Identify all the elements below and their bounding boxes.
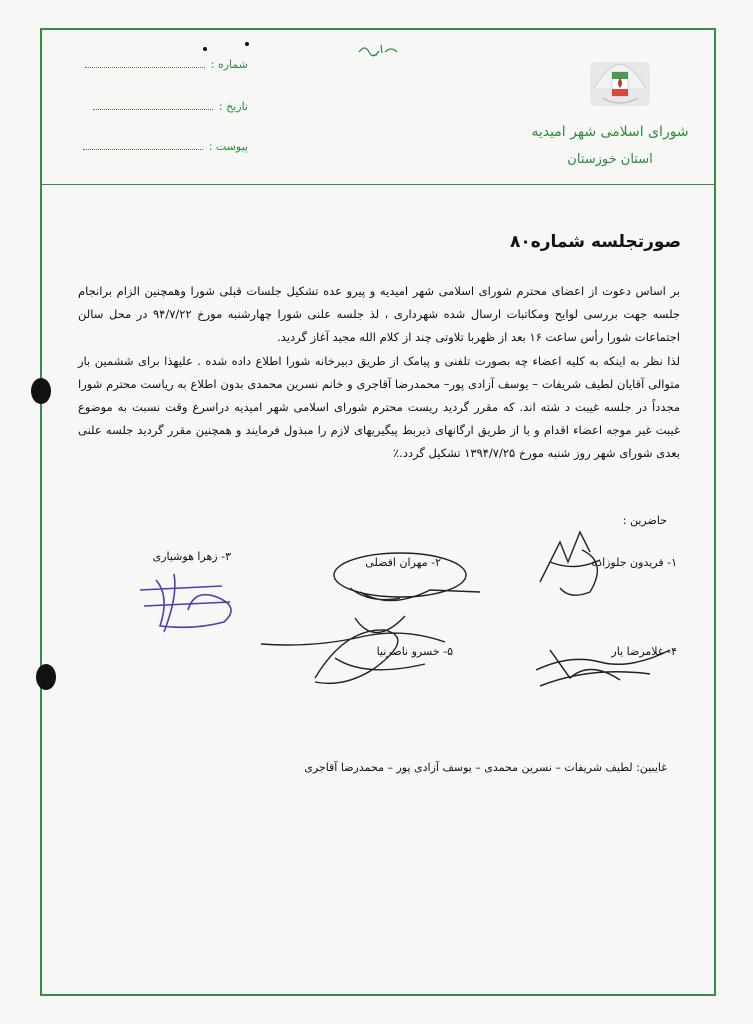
member-2: ۲- مهران افضلی xyxy=(365,556,441,569)
member-5: ۵- خسرو ناصرنیا xyxy=(376,645,453,658)
attachment-field xyxy=(83,140,248,153)
signature-4 xyxy=(530,630,680,696)
member-4: ۴- غلامرضا یار xyxy=(611,645,677,658)
attachment-label: پیوست : xyxy=(208,140,248,153)
number-label: شماره : xyxy=(210,58,248,71)
signature-1 xyxy=(520,522,620,602)
document-title: صورتجلسه شماره۸۰ xyxy=(509,232,681,252)
date-blank xyxy=(93,100,213,110)
attachment-blank xyxy=(83,140,203,150)
punch-hole-top xyxy=(31,378,51,404)
iran-emblem-icon xyxy=(588,58,652,110)
number-blank xyxy=(85,58,205,68)
header-divider xyxy=(40,184,716,185)
member-3: ۳- زهرا هوشیاری xyxy=(152,550,231,563)
present-label: حاضرین : xyxy=(622,514,667,527)
signature-3 xyxy=(134,566,244,638)
number-field xyxy=(85,58,248,71)
body-paragraph-2: لذا نظر به اینکه به کلیه اعضاء چه بصورت تلفنی و پیامک از طریق دبیرخانه شورا اطلاع داده شده . علیهذا برای ششمین بار متوالی آقایان لطیف شریفات – یوسف آزادی پور– محمدرضا آقاجری و خانم نسرین محمدی بدون اطلاع به ریاست محترم شورا مجدداً در جلسه غیبت د شته اند. که مقرر گردید ریست محترم شورای اسلامی شهر امیدیه دراسرع وقت نسبت به موضوع غیبت غیر موجه اعضاء اقدام و با از طریق ارگانهای ذیربط پیگیریهای لازم را مبذول فرمایند و همچنین مقرر گردید جلسه علنی بعدی شورای شهر روز شنبه مورخ ۱۳۹۴/۷/۲۵ تشکیل گردد.٪ xyxy=(78,353,680,461)
member-1: ۱- فریدون جلوزاده xyxy=(591,556,677,569)
page-border xyxy=(40,28,716,996)
signature-5 xyxy=(255,608,455,698)
scan-dot xyxy=(203,47,207,51)
signature-2 xyxy=(330,540,500,610)
organization-region: استان خوزستان xyxy=(567,152,653,167)
bismillah-calligraphy xyxy=(355,40,401,58)
date-label: تاریخ : xyxy=(218,100,248,113)
punch-hole-bottom xyxy=(36,664,56,690)
absent-list: غایبین: لطیف شریفات – نسرین محمدی – یوسف آزادی پور – محمدرضا آقاجری xyxy=(304,761,667,774)
document-body xyxy=(78,280,680,466)
body-paragraph-1: بر اساس دعوت از اعضای محترم شورای اسلامی شهر امیدیه و پیرو عده تشکیل جلسات قبلی شورا وهمچنین الزام برانجام جلسه جهت بررسی لوایح ومکاتبات ارسال شده شهرداری ، لذ جلسه علنی شورا چهارشنبه مورخ ۹۴/۷/۲۲ در محل سالن اجتماعات شورا رأس ساعت ۱۶ بعد از ظهربا تلاوتی چند از کلام الله مجید آغاز گردید. xyxy=(78,284,680,345)
organization-name: شورای اسلامی شهر امیدیه xyxy=(531,124,689,140)
scan-dot xyxy=(245,42,249,46)
date-field xyxy=(93,100,248,113)
